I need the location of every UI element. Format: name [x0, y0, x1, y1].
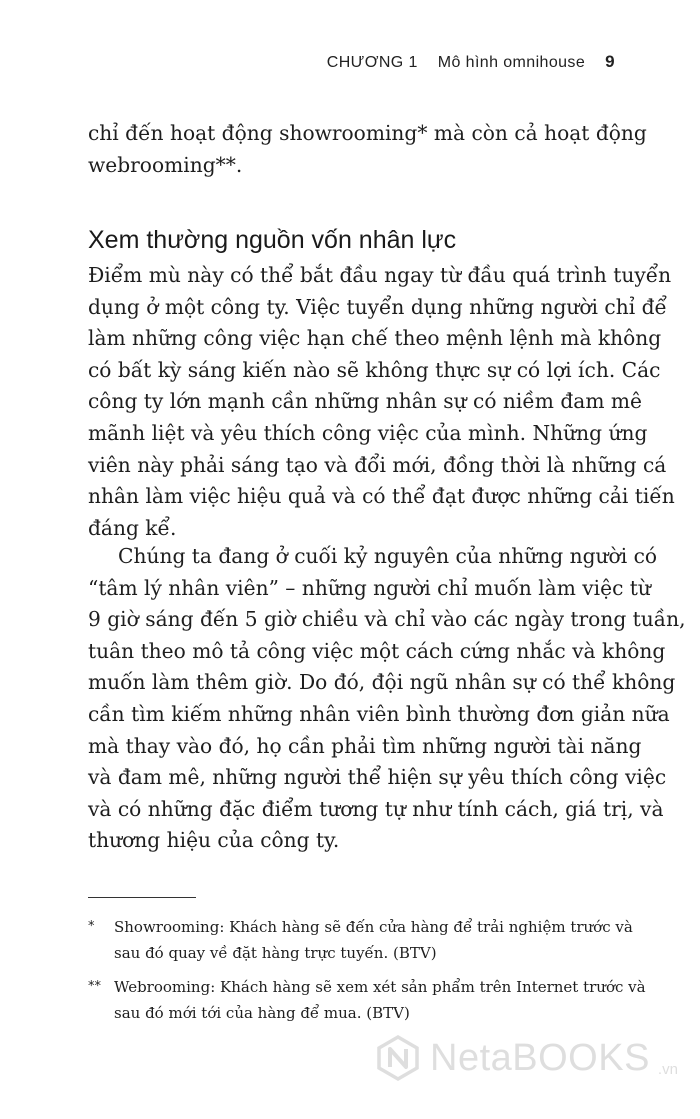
netabooks-watermark: [374, 1034, 678, 1082]
text-line: webrooming**.: [88, 152, 243, 177]
text-line: mãnh liệt và yêu thích công việc của mình. Những ứng: [88, 420, 648, 445]
text-line: làm những công việc hạn chế theo mệnh lệnh mà không: [88, 326, 662, 351]
footnote-line: Webrooming: Khách hàng sẽ xem xét sản phẩm trên Internet trước và: [114, 978, 646, 996]
watermark-suffix: .vn: [657, 1061, 678, 1078]
text-line: chỉ đến hoạt động showrooming* mà còn cả hoạt động: [88, 121, 647, 145]
footnote-line: Showrooming: Khách hàng sẽ đến cửa hàng để trải nghiệm trước và: [114, 918, 633, 936]
intro-paragraph: [88, 118, 647, 181]
footnote-mark: **: [88, 979, 101, 994]
section-heading: Xem thường nguồn vốn nhân lực: [88, 226, 457, 254]
footnote-mark: *: [88, 919, 95, 934]
footnote-showrooming: [88, 914, 633, 966]
text-line: muốn làm thêm giờ. Do đó, đội ngũ nhân sự có thể không: [88, 670, 676, 695]
text-line: có bất kỳ sáng kiến nào sẽ không thực sự có lợi ích. Các: [88, 357, 661, 382]
footnote-line: sau đó mới tới của hàng để mua. (BTV): [114, 1004, 410, 1022]
text-line: và có những đặc điểm tương tự như tính cách, giá trị, và: [88, 796, 664, 821]
text-line: công ty lớn mạnh cần những nhân sự có niềm đam mê: [88, 389, 642, 414]
text-line: Điểm mù này có thể bắt đầu ngay từ đầu quá trình tuyển: [88, 263, 672, 287]
paragraph-2: [88, 541, 686, 857]
text-line: tuân theo mô tả công việc một cách cứng nhắc và không: [88, 638, 666, 663]
footnotes: [88, 914, 646, 1034]
text-line: mà thay vào đó, họ cần phải tìm những người tài năng: [88, 733, 642, 758]
page-number: 9: [605, 52, 615, 71]
chapter-label: CHƯƠNG 1: [326, 54, 418, 71]
text-line: cần tìm kiếm những nhân viên bình thường đơn giản nữa: [88, 701, 670, 726]
watermark-text: NetaBOOKS: [430, 1037, 650, 1079]
text-line: nhân làm việc hiệu quả và có thể đạt được những cải tiến: [88, 484, 675, 509]
text-line: thương hiệu của công ty.: [88, 828, 340, 853]
paragraph-1: [88, 260, 675, 544]
text-line: “tâm lý nhân viên” – những người chỉ muốn làm việc từ: [88, 575, 651, 600]
text-line: đáng kể.: [88, 515, 177, 540]
footnote-webrooming: [88, 974, 646, 1026]
footnote-line: sau đó quay về đặt hàng trực tuyến. (BTV): [114, 944, 437, 962]
text-line: dụng ở một công ty. Việc tuyển dụng những người chỉ để: [88, 294, 667, 319]
footnote-divider: [88, 897, 196, 898]
netabooks-logo-icon: [374, 1034, 422, 1082]
text-line: và đam mê, những người thể hiện sự yêu thích công việc: [88, 765, 667, 790]
chapter-title: Mô hình omnihouse: [437, 54, 586, 71]
running-header: [327, 52, 615, 72]
text-line: Chúng ta đang ở cuối kỷ nguyên của những người có: [118, 544, 658, 568]
text-line: viên này phải sáng tạo và đổi mới, đồng thời là những cá: [88, 452, 667, 477]
text-line: 9 giờ sáng đến 5 giờ chiều và chỉ vào các ngày trong tuần,: [88, 607, 686, 632]
